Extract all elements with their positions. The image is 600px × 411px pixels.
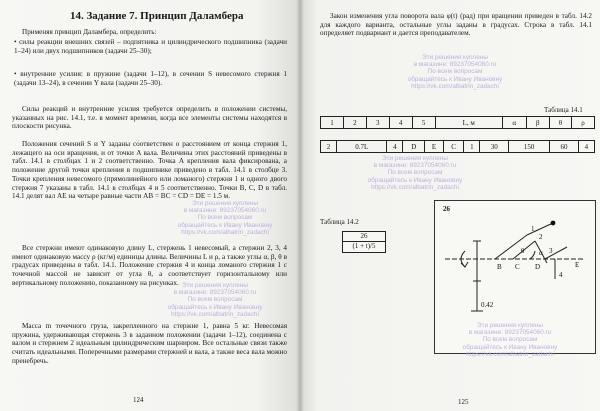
table-cell: β [526,117,549,129]
right-page [300,0,600,411]
table-cell: 4 [387,141,403,153]
label-theta: θ [521,247,525,255]
table-cell: 150 [509,141,550,153]
table-14-1-caption: Таблица 14.1 [544,106,583,114]
table-cell: 60 [550,141,579,153]
table-cell: 2 [343,117,366,129]
table-14-1-row [320,140,595,153]
label-point-e: E [575,261,580,269]
page-title: 14. Задание 7. Принцип Даламбера [70,10,244,22]
label-rod-3: 3 [549,247,553,255]
watermark-stamp: Эти решения куплены в магазине: 89237054060.ru По всем вопросам обращайтесь к Ивану Ивановну https://vk.com/albatrin_zadachi [177,200,273,236]
bullet-internal-forces: • внутренние усилия: в пружине (задачи 1–12), в сечении S невесомого стержня 1 (задачи 13–24), в сечении Y вала (задачи 25–30). [14,70,287,87]
table-14-2-variant: 26 [342,231,386,243]
paragraph-rotation-law: Закон изменения угла поворота вала φ(t) (рад) при вращении приведен в табл. 14.2 для каждого варианта, остальные углы заданы в градусах. Строка в табл. 14.1 определяет подвариант и дается преподавателем. [320,12,592,38]
paragraph-sections: Положения сечений S и Y заданы соответствен о расстоянием от конца стержня 1, лежащего на оси вращения, и от точки A вала. Величины этих расстояний приведены в табл. 14.1 в столбцах 1 и 2 соответственно. Точка A крепления вала фиксирована, а положение другой точки крепления в подшипнике приведено в табл. 14.1 в столбце 3. Точки крепления невесомого (прямолинейного или ломаного) стержня 1 и одного двого стержня 7 указаны в табл. 14.1 в столбцах 4 и 5 соответственно. Точки B, C, D в табл. 14.1 делят вал AE на четыре равные части AB = BC = CD = DE = 1.5 м. [12,140,287,201]
table-cell: C [443,141,463,153]
label-alpha: α [539,249,543,257]
label-rod-4: 4 [559,271,563,279]
page-number: 124 [133,396,144,404]
table-cell: 1 [464,141,480,153]
table-cell: 1 [321,117,344,129]
label-point-b: B [497,263,502,271]
table-cell: α [502,117,526,129]
label-dimension: 0.42 [481,301,494,309]
paragraph-rods: Все стержни имеют одинаковую длину L, стержень 1 невесомый, а стержни 2, 3, 4 имеют одинаковую массу ρ (кг/м) единицы длины. Величины L и ρ, а также углы α, β, θ в градусах приведены в табл. 14.1. Положение стержня 4 и конца ломаного стержня 1 с точечной массой не зависит от угла θ, а соответствует горизонтальному или вертикальному положению, показанному на рисунках. [12,244,287,287]
watermark-stamp: Эти решения куплены в магазине: 89237054060.ru По всем вопросам обращайтесь к Ивану Ивановну https://vk.com/albatrin_zadachi [367,155,463,191]
table-cell: 5 [412,117,435,129]
table-cell: L, м [435,117,502,129]
table-cell: 0.7L [337,141,387,153]
table-14-1-header [320,116,595,129]
label-point-d: D [535,263,541,271]
table-cell: D [403,141,425,153]
paragraph-positions: Силы реакций и внутренние усилия требуется определить в положении системы, указанных на рис. 14.1, т.е. в момент времени, когда все элементы системы находятся в плоскости рисунка. [12,105,287,131]
page-number: 125 [458,398,469,406]
watermark-stamp: Эти решения куплены в магазине: 89237054060.ru По всем вопросам обращайтесь к Ивану Ивановну https://vk.com/albatrin_zadachi [167,282,263,318]
label-rod-1: 1 [531,225,535,233]
label-rod-2: 2 [539,233,543,241]
table-cell: 3 [366,117,389,129]
label-point-c: C [515,263,520,271]
figure-number: 26 [443,205,450,213]
watermark-stamp: Эти решения куплены в магазине: 89237054060.ru По всем вопросам обращайтесь к Ивану Ивановну https://vk.com/albatrin_zadachi [462,322,558,358]
table-14-2-formula: (1 + t)/5 [342,241,386,253]
table-cell: E [425,141,444,153]
paragraph-mass: Масса m точечного груза, закрепленного на стержне 1, равна 5 кг. Невесомая пружина, удерживающая стержень 3 в заданном положении (задачи 1–12), соединена с валом и стержнем 2 идеальным цилиндрическим шарниром. Все остальные связи также считать идеальными. Поперечными размерами стержней и вала, а также веса вала можно пренебречь. [12,322,287,365]
table-cell: 2 [321,141,337,153]
table-14-2-caption: Таблица 14.2 [320,218,359,226]
intro-paragraph: Применяя принцип Даламбера, определить: [22,28,157,36]
table-cell: 30 [480,141,509,153]
table-cell: θ [549,117,571,129]
table-cell: 4 [578,141,594,153]
bullet-reactions: • силы реакции внешних связей – подпятника и цилиндрического подшипника (задачи 1–24) или двух подшипников (задачи 25–30); [14,38,287,55]
table-cell: ρ [572,117,595,129]
watermark-stamp: Эти решения куплены в магазине: 89237054060.ru По всем вопросам обращайтесь к Ивану Ивановну https://vk.com/albatrin_zadachi [407,54,503,90]
book-gutter [296,0,304,411]
table-cell: 4 [389,117,412,129]
